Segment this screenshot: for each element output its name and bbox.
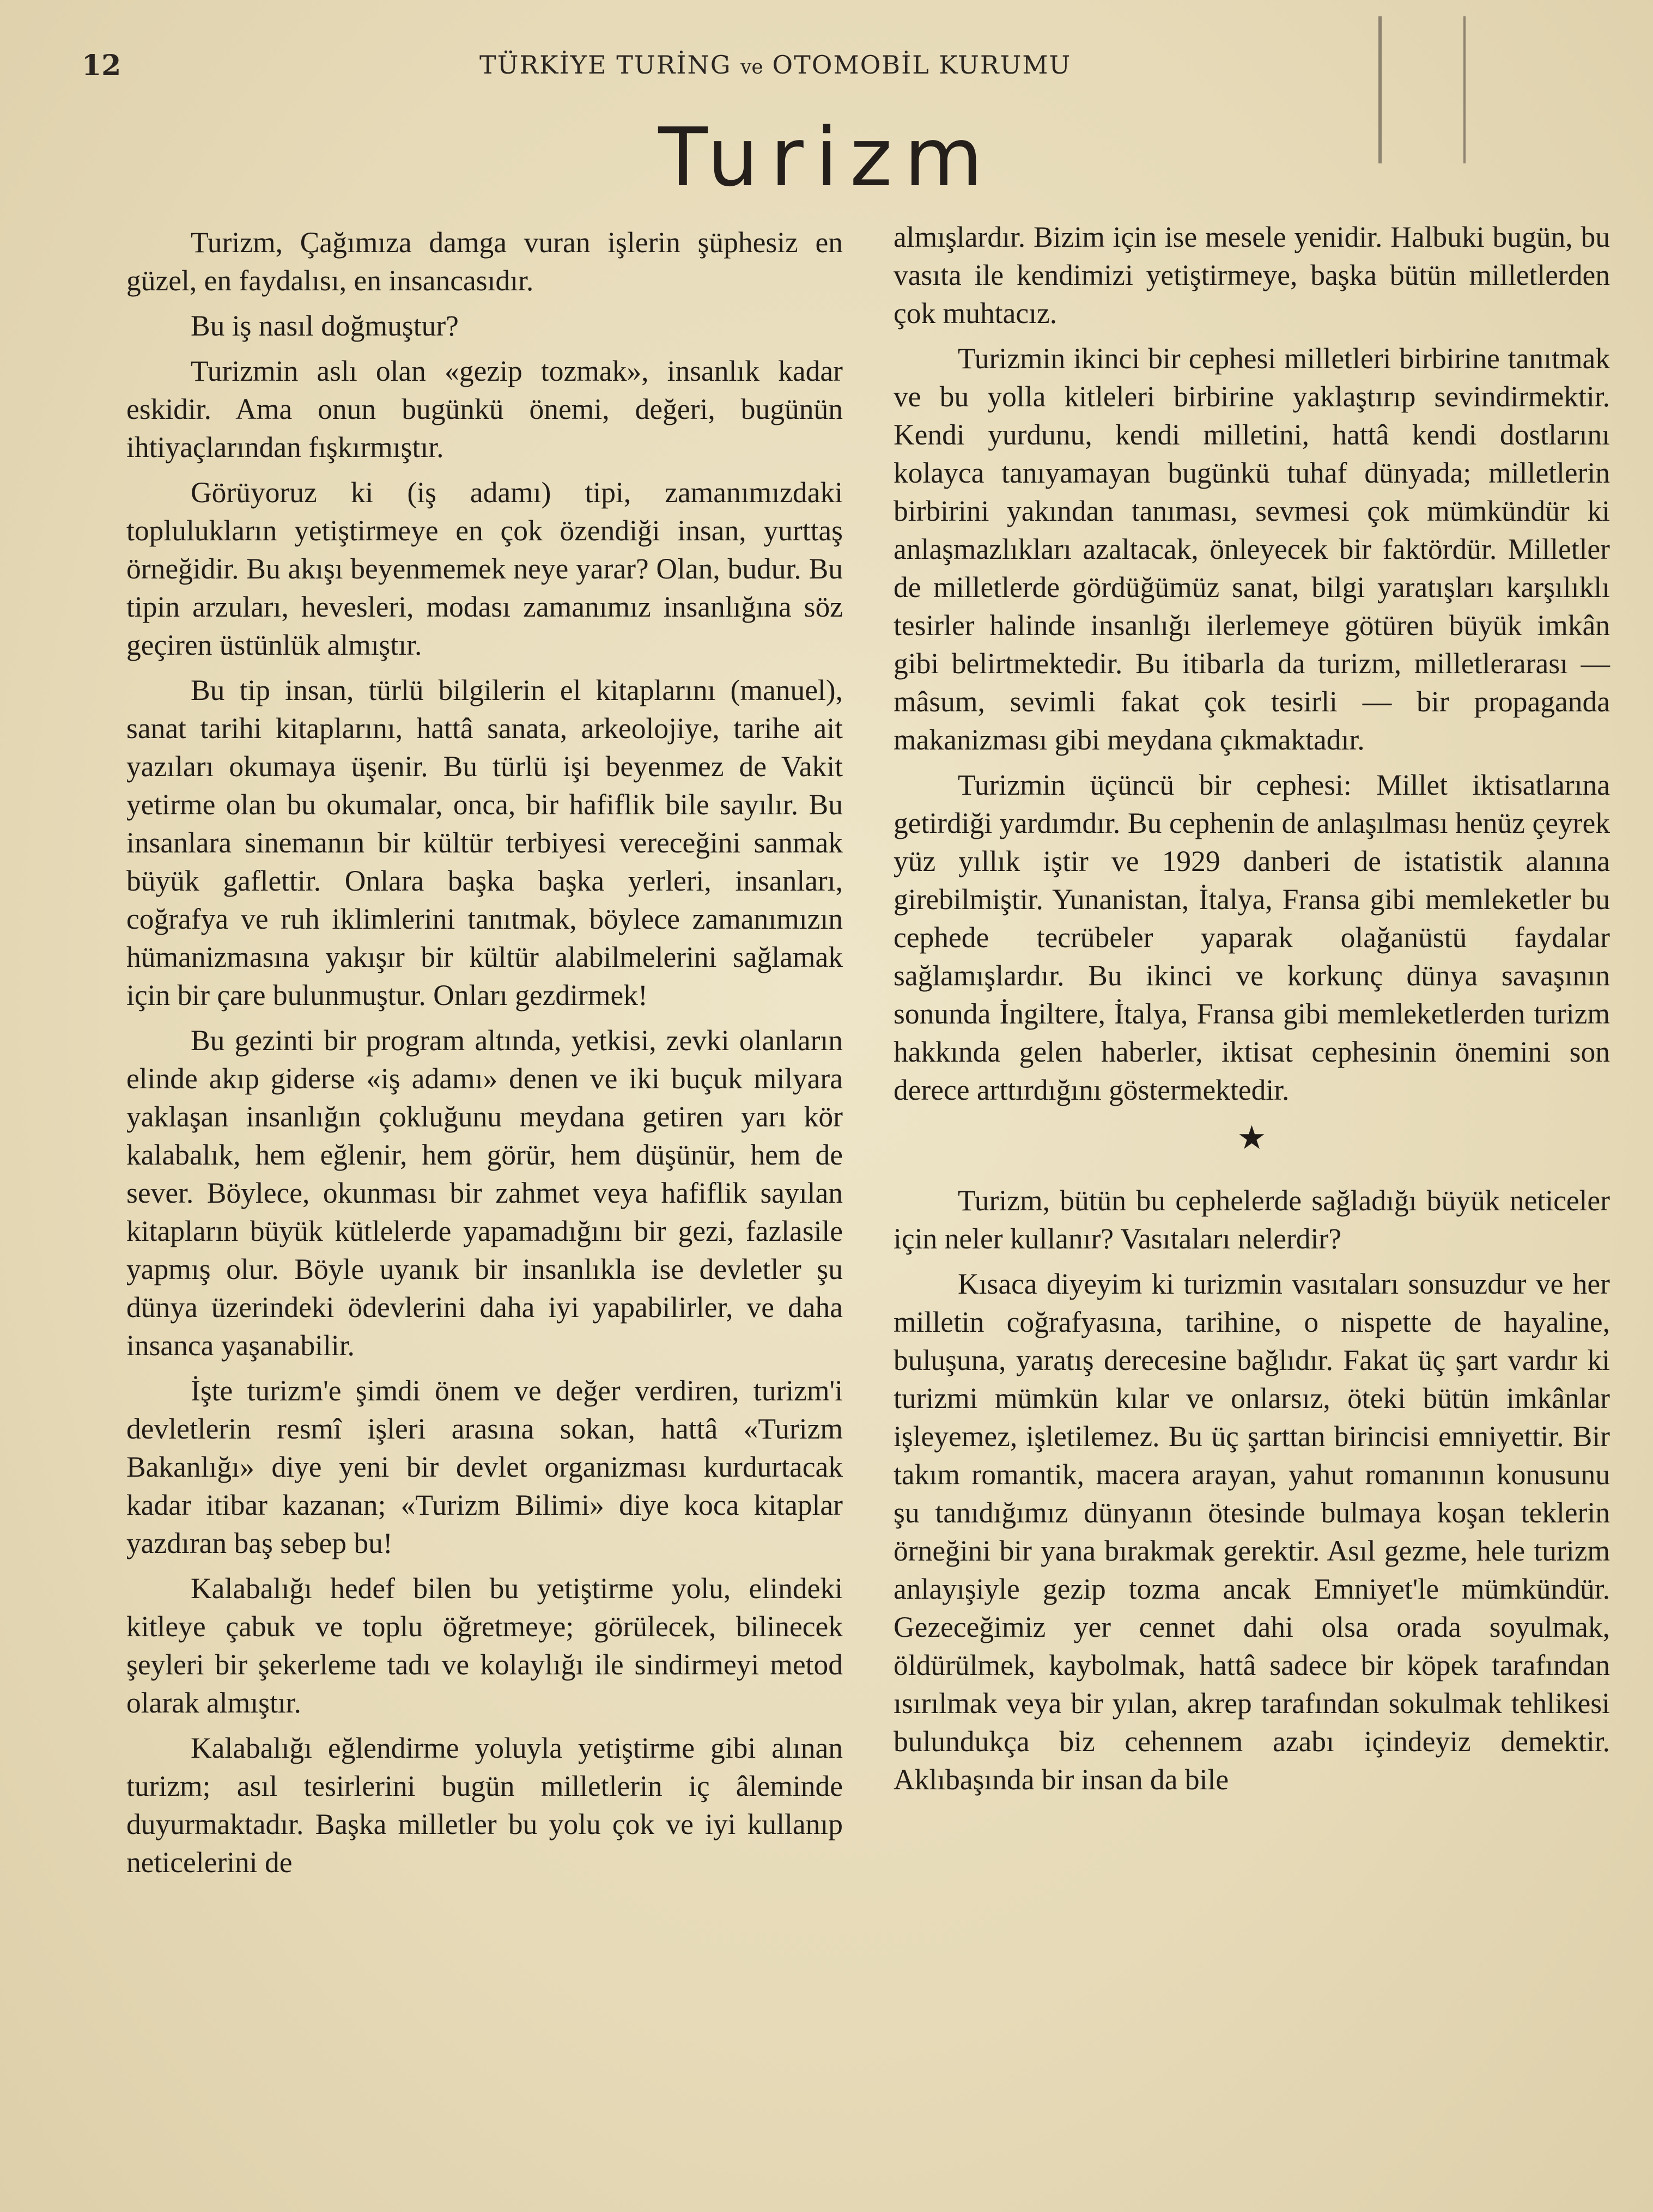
paragraph: Bu iş nasıl doğmuştur? <box>191 309 459 342</box>
paragraph: Bu tip insan, türlü bilgilerin el kitaplarını (manuel), sanat tarihi kitaplarını, hattâ sanata, arkeolojiye, tarihe ait yazıları okumaya üşenir. Bu türlü işi beyenmez de Vakit yetirme olan bu okumalar, onca, bir hafiflik bile sayılır. Bu insanlara sinemanın bir kültür terbiyesi vereceğini sanmak büyük gaflettir. Onlara başka başka yerleri, insanları, coğrafya ve ruh iklimlerini tanıtmak, böylece zamanımızın hümanizmasına yakışır bir kültür alabilmelerini sağlamak için bir çare bulunmuştur. Onları gezdirmek! <box>126 674 843 1011</box>
running-head <box>479 50 1242 80</box>
paragraph: Turizm, Çağımıza damga vuran işlerin şüphesiz en güzel, en faydalısı, en insancasıdır. <box>126 226 843 297</box>
paragraph: Kalabalığı hedef bilen bu yetiştirme yolu, elindeki kitleye çabuk ve toplu öğretmeye; görülecek, bilinecek şeyleri bir şekerleme tadı ve kolaylığı ile sindirmeyi metod olarak almıştır. <box>126 1572 843 1719</box>
paragraph: İşte turizm'e şimdi önem ve değer verdiren, turizm'i devletlerin resmî işleri arasına sokan, hattâ «Turizm Bakanlığı» diye yeni bir devlet organizması kurdurtacak kadar itibar kazanan; «Turizm Bilimi» diye koca kitaplar yazdıran baş sebep bu! <box>126 1374 843 1559</box>
running-head-part2: OTOMOBİL KURUMU <box>772 50 1072 80</box>
paragraph: Kalabalığı eğlendirme yoluyla yetiştirme gibi alınan turizm; asıl tesirlerini bugün milletlerin iç âleminde duyurmaktadır. Başka milletler bu yolu çok ve iyi kullanıp neticelerini de <box>126 1732 843 1879</box>
running-head-ve: ve <box>740 56 763 78</box>
right-column <box>894 218 1610 1806</box>
running-head-part1: TÜRKİYE TURİNG <box>479 50 732 80</box>
left-column <box>126 223 843 1888</box>
paragraph: Turizmin aslı olan «gezip tozmak», insanlık kadar eskidir. Ama onun bugünkü önemi, değeri, bugünün ihtiyaçlarından fışkırmıştır. <box>126 355 843 464</box>
paragraph: Görüyoruz ki (iş adamı) tipi, zamanımızdaki toplulukların yetiştirmeye en çok özendiği insan, yurttaş örneğidir. Bu akışı beyenmemek neye yarar? Olan, budur. Bu tipin arzuları, hevesleri, modası zamanımız insanlığına söz geçiren üstünlük almıştır. <box>126 476 843 661</box>
paragraph: Turizm, bütün bu cephelerde sağladığı büyük neticeler için neler kullanır? Vasıtaları nelerdir? <box>894 1184 1610 1255</box>
page-number: 12 <box>82 49 121 82</box>
paragraph: almışlardır. Bizim için ise mesele yenidir. Halbuki bugün, bu vasıta ile kendimizi yetiştirmeye, başka bütün milletlerden çok muhtacız. <box>894 221 1610 330</box>
paragraph: Kısaca diyeyim ki turizmin vasıtaları sonsuzdur ve her milletin coğrafyasına, tarihine, o nispette de hayaline, buluşuna, yaratış derecesine bağlıdır. Fakat üç şart vardır ki turizmi mümkün kılar ve onlarsız, öteki bütün imkânlar işleyemez, işletilemez. Bu üç şarttan birincisi emniyettir. Bir takım romantik, macera arayan, yahut romanının konusunu şu tanıdığımız dünyanın ötesinde bulmaya koşan teklerin örneğini bir yana bırakmak gerektir. Asıl gezme, hele turizm anlayışiyle gezip tozma ancak Emniyet'le mümkündür. Gezeceğimiz yer cennet dahi olsa orada soyulmak, öldürülmek, kaybolmak, hattâ sadece bir köpek tarafından ısırılmak veya bir yılan, akrep tarafından sokulmak tehlikesi bulundukça biz cehennem azabı içindeyiz demektir. Aklıbaşında bir insan da bile <box>894 1268 1610 1796</box>
paragraph: Turizmin ikinci bir cephesi milletleri birbirine tanıtmak ve bu yolla kitleleri birbirine yaklaştırıp sevindirmektir. Kendi yurdunu, kendi milletini, hattâ kendi dostlarını kolayca tanıyamayan bugünkü tuhaf dünyada; milletlerin birbirini yakından tanıması, sevmesi çok mümkündür ki anlaşmazlıkları azaltacak, önleyecek bir faktördür. Milletler de milletlerde gördüğümüz sanat, bilgi yaratışları karşılıklı tesirler halinde insanlığı ilerlemeye götüren büyük imkân gibi belirtmektedir. Bu itibarla da turizm, milletlerarası — mâsum, sevimli fakat çok tesirli — bir propaganda makanizması gibi meydana çıkmaktadır. <box>894 342 1610 756</box>
paragraph: Turizmin üçüncü bir cephesi: Millet iktisatlarına getirdiği yardımdır. Bu cephenin de anlaşılması henüz çeyrek yüz yıllık iştir ve 1929 danberi de istatistik alanına girebilmiştir. Yunanistan, İtalya, Fransa gibi memleketler bu cephede tecrübeler yaparak olağanüstü faydalar sağlamışlardır. Bu ikinci ve korkunç dünya savaşının sonunda İngiltere, İtalya, Fransa gibi memleketlerden turizm hakkında gelen haberler, iktisat cephesinin önemini son derece arttırdığını göstermektedir. <box>894 769 1610 1106</box>
section-separator-star: ★ <box>1237 1119 1267 1157</box>
paragraph: Bu gezinti bir program altında, yetkisi, zevki olanların elinde akıp giderse «iş adamı» denen ve iki buçuk milyara yaklaşan insanlığın çokluğunu meydana getiren yarı kör kalabalık, hem eğlenir, hem görür, hem düşünür, hem de sever. Böylece, okunması bir zahmet veya hafiflik sayılan kitapların büyük kütlelerde yapamadığını bir gezi, fazlasile yapmış olur. Böyle uyanık bir insanlıkla ise devletler şu dünya üzerindeki ödevlerini daha iyi yapabilirler, ve daha insanca yaşanabilir. <box>126 1024 843 1362</box>
article-title: Turizm <box>658 111 995 204</box>
